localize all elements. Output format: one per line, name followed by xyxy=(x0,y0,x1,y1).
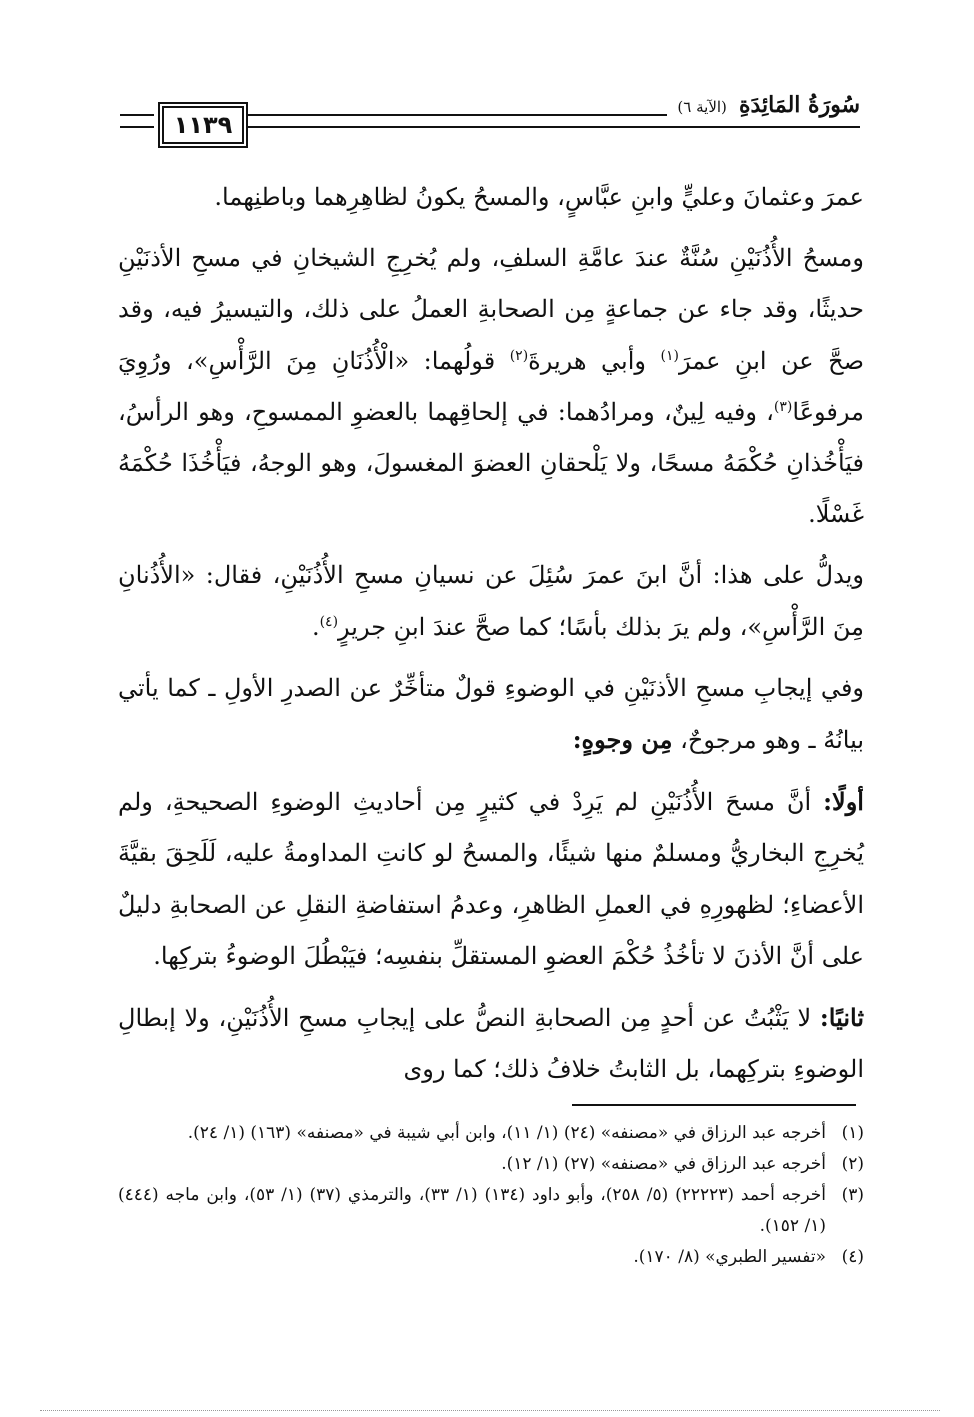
footnote-text: أخرجه عبد الرزاق في «مصنفه» (٢٤) (١/ ١١)، وابن أبي شيبة في «مصنفه» (١٦٣) (١/ ٢٤). xyxy=(187,1123,826,1143)
paragraph-text: ، وفيه لِينٌ، ومرادُهما: في إلحاقِهما بالعضوِ الممسوحِ، وهو الرأسُ، فيَأْخُذانِ حُكْمَهُ مسحًا، ولا يَلْحقانِ العضوَ المغسولَ، وهو الوجهُ، فيَأْخُذَا حُكْمَهُ غَسْلًا. xyxy=(118,397,864,529)
paragraph-text: أنَّ مسحَ الأُذُنَيْنِ لم يَرِدْ في كثيرٍ مِن أحاديثِ الوضوءِ الصحيحةِ، ولم يُخرِجِ البخاريُّ ومسلمٌ منها شيئًا، والمسحُ لو كانتِ المداومةُ عليه، لَلَحِقَ بقيَّةَ الأعضاءِ؛ لظهورِهِ في العملِ الظاهرِ، وعدمُ استفاضةِ النقلِ عن الصحابةِ دليلٌ على أنَّ الأذنَ لا تأخُذُ حُكْمَ العضوِ المستقلِّ بنفسِه؛ فيَبْطُلَ الوضوءُ بتركِها. xyxy=(118,788,864,970)
footnote-item xyxy=(118,1118,864,1149)
paragraph-text: لا يَثْبُتُ عن أحدٍ مِن الصحابةِ النصُّ على إيجابِ مسحِ الأُذُنَيْنِ، ولا إبطالِ الوضوءِ بتركِهما، بل الثابتُ خلافُ ذلك؛ كما روى xyxy=(118,1004,864,1084)
footnote-mark[interactable]: (٤) xyxy=(319,613,339,630)
paragraph-1 xyxy=(118,172,864,223)
footnote-mark[interactable]: (٢) xyxy=(509,347,529,364)
paragraph-text: وأبي هريرةَ xyxy=(528,346,646,375)
footnote-number: (٢) xyxy=(841,1154,864,1174)
paragraph-text: ويدلُّ على هذا: أنَّ ابنَ عمرَ سُئِلَ عن نسيانِ مسحِ الأُذُنَيْنِ، فقال: «الأُذُنانِ مِنَ الرَّأْسِ»، ولم يرَ بذلك بأسًا؛ كما صحَّ عندَ ابنِ جريرٍ xyxy=(118,561,864,641)
footnote-item xyxy=(118,1149,864,1180)
paragraph-first-point xyxy=(118,776,864,982)
header-rule-left xyxy=(120,114,154,128)
running-title xyxy=(667,92,860,118)
footnote-number: (٣) xyxy=(841,1185,864,1205)
verse-reference: (الآية ٦) xyxy=(677,98,727,116)
paragraph-2 xyxy=(118,233,864,540)
footnote-text: أخرجه عبد الرزاق في «مصنفه» (٢٧) (١/ ١٢). xyxy=(501,1154,826,1174)
paragraph-text: . xyxy=(311,612,320,641)
scan-edge-line xyxy=(40,1410,940,1411)
paragraph-4 xyxy=(118,663,864,766)
page-number-frame xyxy=(158,102,248,148)
bold-phrase: مِن وجوهٍ: xyxy=(572,725,673,755)
footnote-text: أخرجه أحمد (٢٢٢٢٣) (٥/ ٢٥٨)، وأبو داود (١٣٤) (١/ ٣٣)، والترمذي (٣٧) (١/ ٥٣)، وابن ماجه (٤٤٤) (١/ ١٥٢). xyxy=(118,1185,827,1236)
footnote-number: (٤) xyxy=(841,1247,864,1267)
paragraph-text: عمرَ وعثمانَ وعليٍّ وابنِ عبَّاسٍ، والمسحُ يكونُ لظاهِرِهما وباطنِهما. xyxy=(214,183,864,211)
footnote-mark[interactable]: (٣) xyxy=(773,398,793,415)
footnote-separator xyxy=(572,1104,856,1106)
paragraph-text: ومسحُ الأُذُنَيْنِ سُنَّةٌ عندَ عامَّةِ السلفِ، ولم يُخرِجِ الشيخانِ في مسحِ الأذنَيْنِ حديثًا، وقد جاء عن جماعةٍ مِن الصحابةِ العملُ على ذلك، والتيسيرُ فيه، وقد صحَّ عن ابنِ عمرَ xyxy=(118,244,865,375)
point-label-second: ثانيًا: xyxy=(819,1003,864,1033)
footnote-number: (١) xyxy=(841,1123,864,1143)
footnote-item xyxy=(118,1242,864,1273)
footnote-mark[interactable]: (١) xyxy=(660,347,679,364)
footnotes xyxy=(118,1118,864,1273)
paragraph-text: قولُهما: «الْأُذُنَانِ مِنَ الرَّأْسِ»، ورُوِيَ مرفوعًا xyxy=(118,346,864,426)
point-label-first: أولًا: xyxy=(823,787,864,817)
paragraph-second-point xyxy=(118,992,864,1095)
footnote-text: «تفسير الطبري» (٨/ ١٧٠). xyxy=(633,1247,826,1267)
page-header xyxy=(120,92,860,156)
footnote-item xyxy=(118,1180,864,1242)
paragraph-text: وفي إيجابِ مسحِ الأذنَيْنِ في الوضوءِ قولٌ متأخِّرٌ عن الصدرِ الأولِ ـ كما يأتي بيانُهُ ـ وهو مرجوحٌ، xyxy=(118,673,864,755)
paragraph-3 xyxy=(118,550,864,652)
main-text xyxy=(118,172,864,1105)
surah-name: سُورَةُ المَائِدَةِ xyxy=(738,92,860,118)
page-number: ١١٣٩ xyxy=(162,106,244,144)
